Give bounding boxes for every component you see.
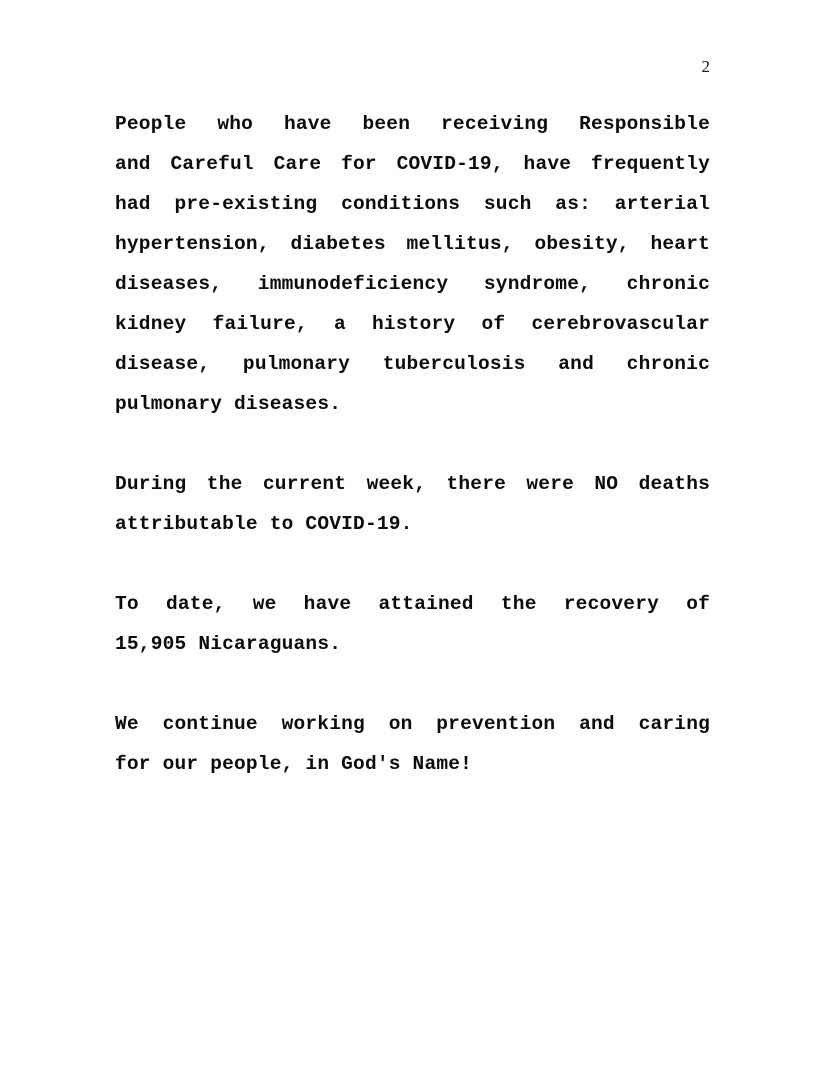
text-line: During the current week, there were NO deaths <box>115 473 710 495</box>
paragraph <box>115 464 710 544</box>
text-line: for our people, in God's Name! <box>115 753 473 775</box>
text-line: 15,905 Nicaraguans. <box>115 633 342 655</box>
text-line: To date, we have attained the recovery of <box>115 593 710 615</box>
text-line: had pre-existing conditions such as: arterial <box>115 193 710 215</box>
text-line: hypertension, diabetes mellitus, obesity, heart <box>115 233 710 255</box>
document-body <box>115 104 710 784</box>
text-line: pulmonary diseases. <box>115 393 342 415</box>
paragraph <box>115 584 710 664</box>
text-line: kidney failure, a history of cerebrovascular <box>115 313 710 335</box>
text-line: We continue working on prevention and caring <box>115 713 710 735</box>
paragraph <box>115 704 710 784</box>
text-line: attributable to COVID-19. <box>115 513 413 535</box>
paragraph <box>115 104 710 424</box>
text-line: and Careful Care for COVID-19, have frequently <box>115 153 710 175</box>
text-line: disease, pulmonary tuberculosis and chronic <box>115 353 710 375</box>
page-number: 2 <box>701 57 710 76</box>
text-line: diseases, immunodeficiency syndrome, chronic <box>115 273 710 295</box>
text-line: People who have been receiving Responsible <box>115 113 710 135</box>
